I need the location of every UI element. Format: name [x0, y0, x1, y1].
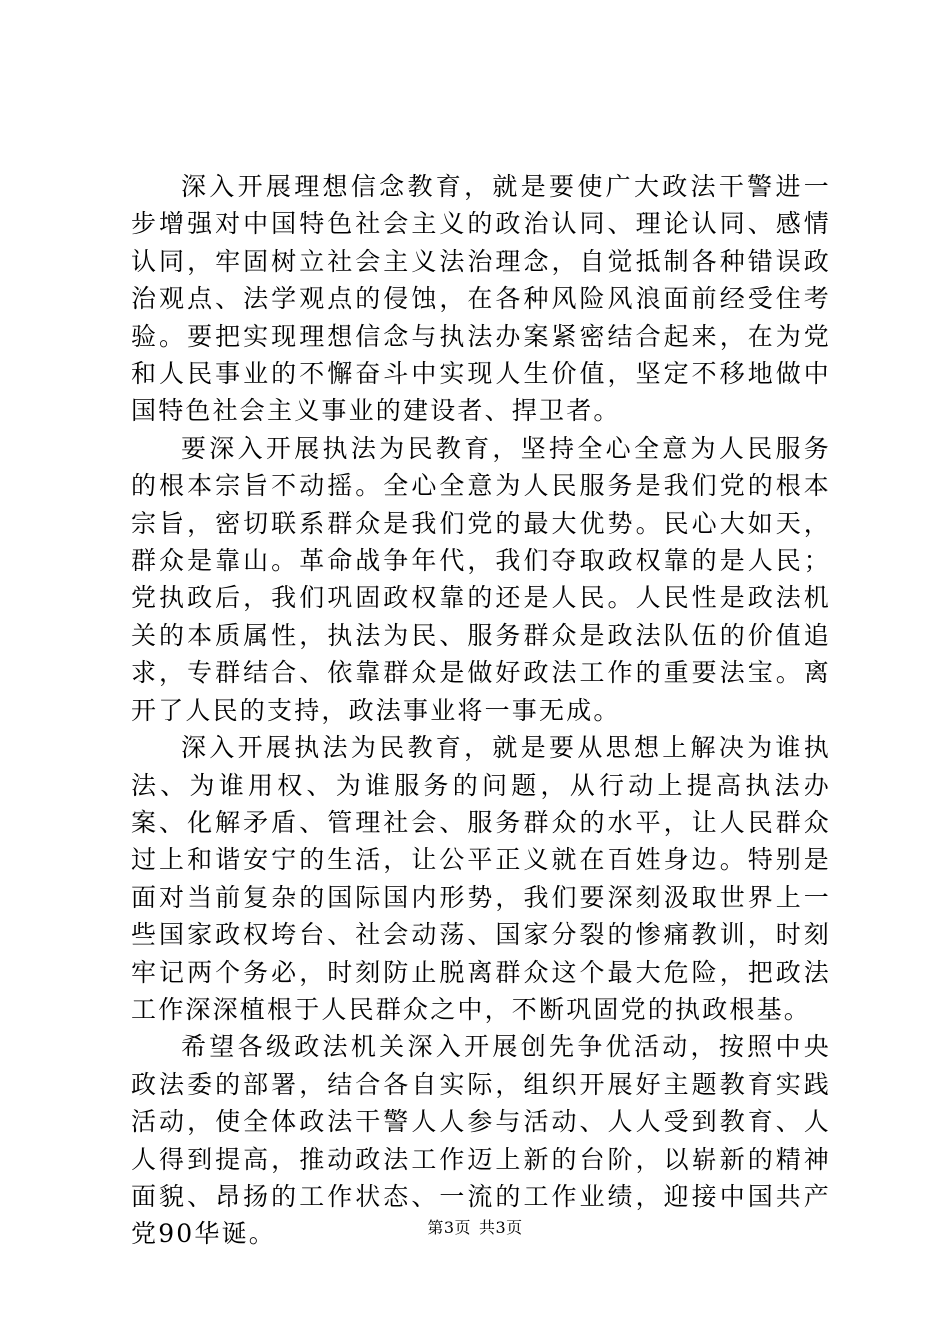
page-total: 共3页: [479, 1218, 523, 1237]
paragraph-law-enforcement: 深入开展执法为民教育，就是要从思想上解决为谁执法、为谁用权、为谁服务的问题，从行动上提高执法办案、化解矛盾、管理社会、服务群众的水平，让人民群众过上和谐安宁的生活，让公平正义就在百姓身边。特别是面对当前复杂的国际国内形势，我们要深刻汲取世界上一些国家政权垮台、社会动荡、国家分裂的惨痛教训，时刻牢记两个务必，时刻防止脱离群众这个最大危险，把政法工作深深植根于人民群众之中，不断巩固党的执政根基。: [131, 733, 831, 1024]
page-footer: [0, 1215, 950, 1238]
page-number: 第3页: [427, 1218, 471, 1237]
paragraph-conclusion: 希望各级政法机关深入开展创先争优活动，按照中央政法委的部署，结合各自实际，组织开展好主题教育实践活动，使全体政法干警人人参与活动、人人受到教育、人人得到提高，推动政法工作迈上新的台阶，以崭新的精神面貌、昂扬的工作状态、一流的工作业绩，迎接中国共产党90华诞。: [131, 1032, 831, 1249]
paragraph-ideals-education: 深入开展理想信念教育，就是要使广大政法干警进一步增强对中国特色社会主义的政治认同、理论认同、感情认同，牢固树立社会主义法治理念，自觉抵制各种错误政治观点、法学观点的侵蚀，在各种风险风浪面前经受住考验。要把实现理想信念与执法办案紧密结合起来，在为党和人民事业的不懈奋斗中实现人生价值，坚定不移地做中国特色社会主义事业的建设者、捍卫者。: [131, 172, 831, 426]
document-body: [131, 168, 831, 1253]
paragraph-serve-people: 要深入开展执法为民教育，坚持全心全意为人民服务的根本宗旨不动摇。全心全意为人民服务是我们党的根本宗旨，密切联系群众是我们党的最大优势。民心大如天，群众是靠山。革命战争年代，我们夺取政权靠的是人民；党执政后，我们巩固政权靠的还是人民。人民性是政法机关的本质属性，执法为民、服务群众是政法队伍的价值追求，专群结合、依靠群众是做好政法工作的重要法宝。离开了人民的支持，政法事业将一事无成。: [131, 433, 831, 725]
